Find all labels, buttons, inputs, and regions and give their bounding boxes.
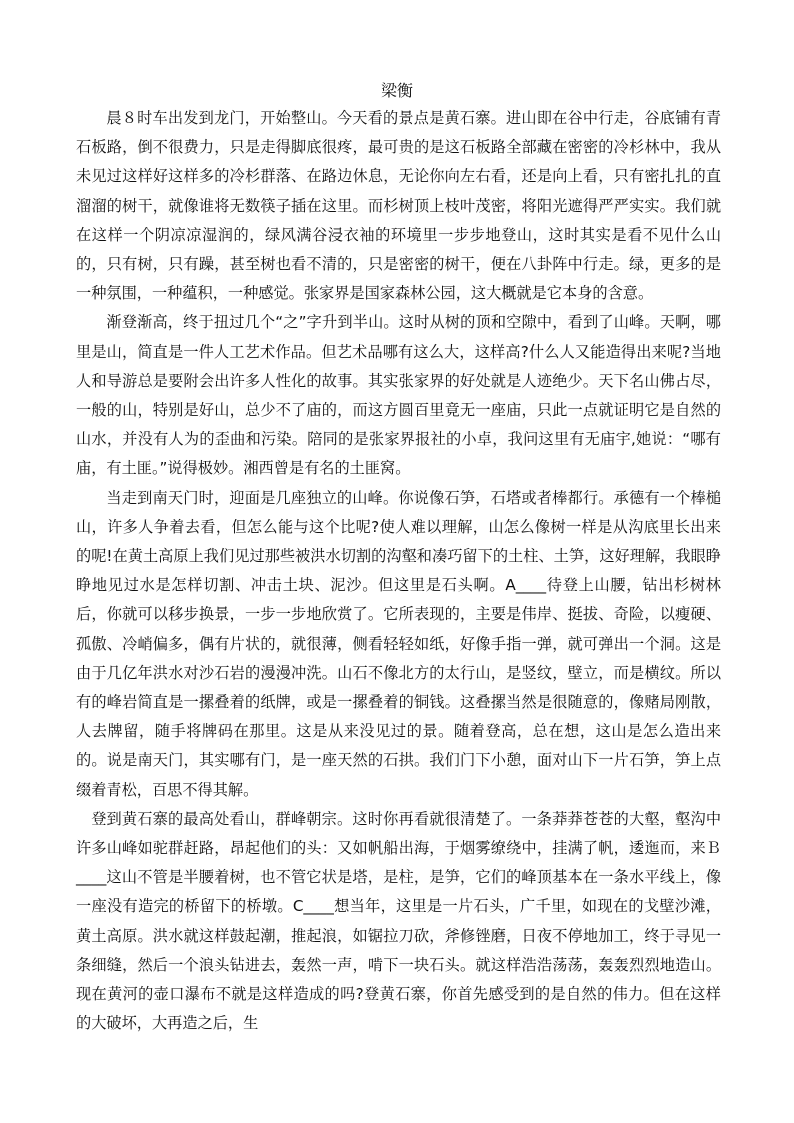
paragraph-2: 渐登渐高，终于扭过几个“之”字升到半山。这时从树的顶和空隙中，看到了山峰。天啊，哪里是山，简直是一件人工艺术作品。但艺术品哪有这么大，这样高?什么人又能造得出来呢?当地人和导游总是要附会出许多人性化的故事。其实张家界的好处就是人迹绝少。天下名山佛占尽，一般的山，特别是好山，总少不了庙的，而这方圆百里竟无一座庙，只此一点就证明它是自然的山水，并没有人为的歪曲和污染。陪同的是张家界报社的小卓，我问这里有无庙宇,她说：“哪有庙，有土匪。”说得极妙。湘西曾是有名的土匪窝。	[76, 313, 721, 478]
paragraph-1: 晨８时车出发到龙门，开始整山。今天看的景点是黄石寨。进山即在谷中行走，谷底铺有青石板路，倒不很费力，只是走得脚底很疼，最可贵的是这石板路全部藏在密密的冷杉林中，我从未见过这样好这样多的冷杉群落、在路边休息，无论你向左右看，还是向上看，只有密扎扎的直溜溜的树干，就像谁将无数筷子插在这里。而杉树顶上枝叶茂密，将阳光遮得严严实实。我们就在这样一个阴凉凉湿润的，绿风满谷浸衣袖的环境里一步步地登山，这时其实是看不见什么山的，只有树，只有躁，甚至树也看不清的，只是密密的树干，便在八卦阵中行走。绿，更多的是一种氛围，一种蕴积，一种感觉。张家界是国家森林公园，这大概就是它本身的含意。	[76, 109, 721, 303]
document-title: 梁衡	[380, 81, 413, 100]
document-body	[76, 104, 721, 1039]
paragraph-3: 当走到南天门时，迎面是几座独立的山峰。你说像石笋，石塔或者棒都行。承德有一个棒槌山，许多人争着去看，但怎么能与这个比呢?使人难以理解，山怎么像树一样是从沟底里长出来的呢!在黄土高原上我们见过那些被洪水切割的沟壑和凑巧留下的土柱、土笋，这好理解，我眼睁睁地见过水是怎样切割、冲击土块、泥沙。但这里是石头啊。A____待登上山腰，钻出杉树林后，你就可以移步换景，一步一步地欣赏了。它所表现的，主要是伟岸、挺拔、奇险，以瘦硬、孤傲、冷峭偏多，偶有片状的，就很薄，侧看轻轻如纸，好像手指一弹，就可弹出一个洞。这是由于几亿年洪水对沙石岩的漫漫冲洗。山石不像北方的太行山，是竖纹，壁立，而是横纹。所以有的峰岩简直是一摞叠着的纸牌，或是一摞叠着的铜钱。这叠摞当然是很随意的，像赌局刚散，人去牌留，随手将牌码在那里。这是从来没见过的景。随着登高，总在想，这山是怎么造出来的。说是南天门，其实哪有门，是一座天然的石拱。我们门下小憩，面对山下一片石笋，笋上点缀着青松，百思不得其解。	[76, 488, 721, 799]
paragraph-4: 登到黄石寨的最高处看山，群峰朝宗。这时你再看就很清楚了。一条莽莽苍苍的大壑，壑沟中许多山峰如驼群赶路，昂起他们的头：又如帆船出海，于烟雾缭绕中，挂满了帆，逶迤而，来Ｂ____这山不管是半腰着树，也不管它状是塔，是柱，是笋，它们的峰顶基本在一条水平线上，像一座没有造完的桥留下的桥墩。C____想当年，这里是一片石头，广千里，如现在的戈壁沙滩，黄土高原。洪水就这样鼓起潮，推起浪，如锯拉刀砍，斧修锉磨，日夜不停地加工，终于寻见一条细缝，然后一个浪头钻进去，轰然一声，啃下一块石头。就这样浩浩荡荡，轰轰烈烈地造山。现在黄河的壶口瀑布不就是这样造成的吗?登黄石寨，你首先感受到的是自然的伟力。但在这样的大破坏，大再造之后，生	[76, 809, 721, 1033]
